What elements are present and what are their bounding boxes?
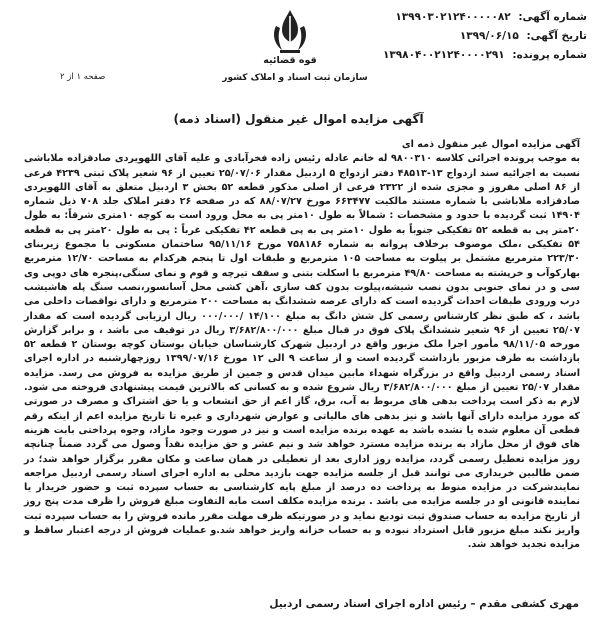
notice-paragraph: به موجب پرونده اجرائی کلاسه ۹۸۰۰۳۱۰ له خانم عادله رئیس زاده فخرآبادی و علیه آقای اللهویردی صادقزاده ملاباشی نسبت به اجرائیه سند ازدواج ۱۳-۴۸۵۱۳ دفتر ازدواج ۵ اردبیل مقدار ۲۵/۰۷/۰۶ تعیین از ۹۶ شعیر پلاک ثبتی ۴۲۳۹ فرعی از ۸۶ اصلی مفروز و مجزی شده از ۲۳۲۲ فرعی از اصلی مذکور قطعه ۵۲ بخش ۳ اردبیل متعلق به آقای اللهویردی صادقزاده ملاباشی با شماره مستند مالکیت ۶۶۳۴۷۷ مورخ ۸۸/۰۷/۲۷ که در صفحه ۲۶ دفتر املاک جلد ۷۰۸ ذیل شماره ۱۴۹۰۴ ثبت گردیده با حدود و مشخصات : شمالاً به طول ۱۰متر پی به محل ورود است به کوچه ۱۰متری شرقاً: به طول ۲۰متر پی به قطعه ۵۲ تفکیکی جنوباً به طول ۱۰متر پی به پی قطعه ۴۲ تفکیکی غرباً : پی به طول ۲۰متر پی به قطعه ۵۴ تفکیکی ،ملک موصوف برخلاف پروانه به شماره ۷۵۸۱۸۶ مورخ ۹۵/۱۱/۱۶ ساختمان مسکونی با مجموع زیربنای ۲۲۳/۳۰ مترمربع مشتمل بر پیلوت به مساحت ۱۰۵ مترمربع و طبقات اول تا پنجم هرکدام به مساحت ۱۲/۷۰ مترمربع بهارکوآب و خرپشته به مساحت ۴۹/۸۰ مترمربع با اسکلت بتنی و سقف تیرچه و قوم و نمای سنگی،پنجره های دوپی وی سی و در نمای جنوبی بدون نصب شیشه،پیلوت بدون کف سازی ،آهن کشی محل آسانسور،نصب سنگ پله هاشیشب درب ورودی طبقات احداث گردیده است که دارای عرصه ششدانگ به مساحت ۲۰۰ مترمربع و دارای نواقصات داخلی می باشد ، که طبق نظر کارشناس رسمی کل شش دانگ به مبلغ ۱۴/۱۰۰ /۰۰۰/۰۰۰ ریال ارزیابی گردیده است که مقدار ۲۵/۰۷ تعیین از ۹۶ شعیر ششدانگ پلاک فوق در قبال مبلغ ۳/۶۸۲/۸۰۰/۰۰۰ ریال در توقیف می باشد ، و برابر گزارش مورخه ۹۸/۱۱/۰۵ مأمور اجرا ملک مزبور واقع در اردبیل شهرک کارشناسان خیابان بوستان کوچه بوستان ۲ قطعه ۵۲ بازداشت به طرف مزبور بازداشت گردیده است و از ساعت ۹ الی ۱۲ مورخ ۱۳۹۹/۰۷/۱۶ روزچهارشنبه در اداره اجرای اسناد رسمی اردبیل واقع در بزرگراه شهداء مابین میدان قدس و جمین از طریق مزایده به فروش می رسد. مزایده مقدار ۲۵/۰۷ تعیین از مبلغ ۳/۶۸۲/۸۰۰/۰۰۰ ریال شروع شده و به کسانی که بالاترین قیمت پیشنهادی فروخته می شود. لازم به ذکر است پرداخت بدهی های مربوط به آب، برق، گاز اعم از حق انشعاب و یا حق اشتراک و مصرف در صورتی که مورد مزایده دارای آنها باشد و نیز بدهی های مالیاتی و عوارض شهرداری و غیره تا تاریخ مزایده اعم از اینکه رقم قطعی آن معلوم شده یا نشده باشد به عهده برنده مزایده است و نیز در صورت وجود مازاد، وجوه پرداختی بابت هزینه های فوق از محل مازاد به برنده مزایده مسترد خواهد شد و نیم عشر و حق مزایده نقداً وصول می گردد ضمناً چنانچه روز مزایده تعطیل رسمی گردد، مزایده روز اداری بعد از تعطیلی در همان ساعت و مکان مقرر برگزار خواهد شد؛ در ضمن طالبین خریداری می توانند قبل از جلسه مزایده جهت بازدید محلی به اداره اجرای اسناد رسمی اردبیل مراجعه نمایندشرکت در مزایده منوط به پرداخت ده درصد از مبلغ پایه کارشناسی به حساب سپرده ثبت و حضور خریدار یا نماینده قانونی او در جلسه مزایده می باشد . برنده مزایده مکلف است مابه التفاوت مبلغ فروش را ظرف مدت پنج روز از تاریخ مزایده به حساب صندوق ثبت تودیع نماید و در صورتیکه ظرف مهلت مقرر مانده فروش را به حساب سپرده ثبت واریز نکند مبلغ مزبور قابل استرداد نبوده و به حساب خزانه واریز خواهد شد.و عملیات فروش از درجه اعتبار ساقط و مزایده تجدید خواهد شد. [24,153,581,551]
ad-number-label: شماره آگهی: [518,11,587,23]
ad-number-row [337,8,587,27]
notice-title: آگهی مزایده اموال غیر منقول (اسناد ذمه) [173,112,424,126]
org-name: سازمان ثبت اسناد و املاک کشور [222,73,368,83]
notice-signature: مهری کشفی مقدم – رئیس اداره اجرای اسناد رسمی اردبیل [269,598,579,610]
case-number-label: شماره پرونده: [512,49,587,61]
ad-date: ۱۳۹۹/۰۶/۱۵ [459,30,519,42]
page-number: صفحه ۱ از ۲ [60,72,106,82]
ad-date-row [337,27,587,46]
notice-body [24,138,580,553]
case-number: ۱۳۹۸۰۴۰۰۲۱۲۴۰۰۰۰۲۹۱ [382,49,505,61]
ad-number: ۱۳۹۹۰۳۰۲۱۲۴۰۰۰۰۰۸۲ [395,11,511,23]
notice-intro: آگهی مزایده اموال غیر منقول ذمه ای [401,139,580,150]
org-title: قوه قضائیه [263,55,317,66]
ad-date-label: تاریخ آگهی: [526,30,587,42]
